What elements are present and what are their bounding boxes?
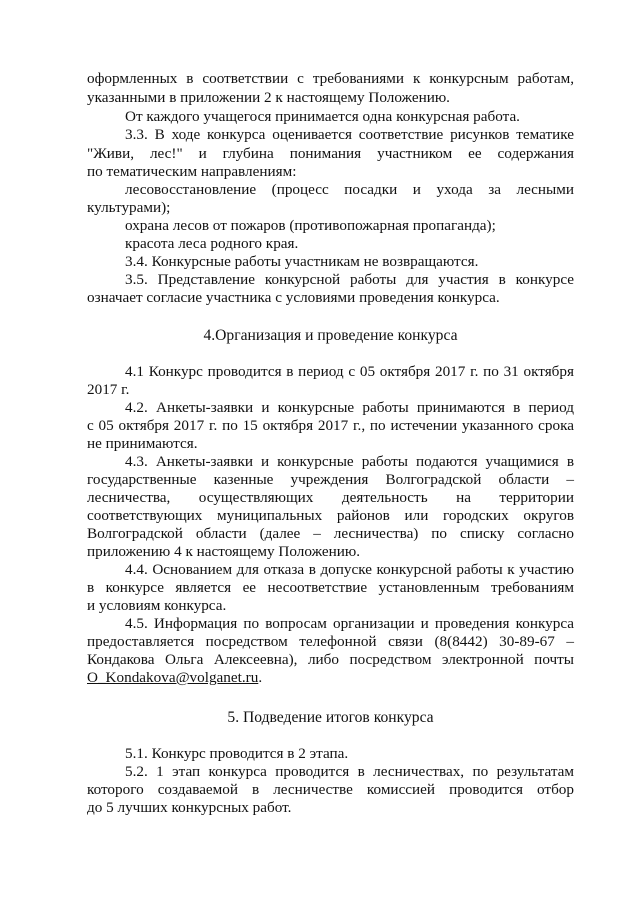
p4-3-line-6: приложению 4 к настоящему Положению. [87,543,361,560]
p4-3-line-1: 4.3. Анкеты-заявки и конкурсные работы подаются учащимися в [125,453,574,470]
p3-4-paragraph: 3.4. Конкурсные работы участникам не возвращаются. [125,253,479,270]
p4-3-line-2: государственные казенные учреждения Волгоградской области – [87,471,574,488]
p4-3-line-4: соответствующих муниципальных районов или городских округов [87,507,574,524]
intro-line-1: оформленных в соответствии с требованиями к конкурсным работам, [87,70,574,87]
p3-3-line-3: по тематическим направлениям: [87,163,297,180]
p4-5-line-4 [87,669,262,688]
p3-3-line-2: "Живи, лес!" и глубина понимания участником ее содержания [87,145,574,162]
p4-3-line-3: лесничества, осуществляющих деятельность на территории [87,489,574,506]
p3-5-line-1: 3.5. Представление конкурсной работы для участия в конкурсе [125,271,574,288]
p5-2-line-2: которого создаваемой в лесничестве комиссией проводится отбор [87,781,574,798]
p3-5-line-2: означает согласие участника с условиями проведения конкурса. [87,289,500,306]
p3-3-line-1: 3.3. В ходе конкурса оценивается соответствие рисунков тематике [125,126,574,143]
p4-2-line-2: с 05 октября 2017 г. по 15 октября 2017 г., по истечении указанного срока [87,417,574,434]
section-4-heading: 4.Организация и проведение конкурса [203,327,458,344]
p4-1-line-2: 2017 г. [87,381,130,398]
one-work-paragraph: От каждого учащегося принимается одна конкурсная работа. [125,108,520,125]
p4-5-line-3: Кондакова Ольга Алексеевна), либо посредством электронной почты [87,651,574,668]
p5-1-paragraph: 5.1. Конкурс проводится в 2 этапа. [125,745,349,762]
p4-4-line-1: 4.4. Основанием для отказа в допуске конкурсной работы к участию [125,561,574,578]
p4-4-line-2: в конкурсе является ее несоответствие установленным требованиям [87,579,574,596]
p4-5-line-1: 4.5. Информация по вопросам организации и проведения конкурса [125,615,574,632]
theme-3-line: красота леса родного края. [125,235,299,252]
p5-2-line-3: до 5 лучших конкурсных работ. [87,799,292,816]
contact-email-link[interactable]: O_Kondakova@volganet.ru [87,669,259,686]
intro-line-2: указанными в приложении 2 к настоящему Положению. [87,89,450,106]
p4-4-line-3: и условиям конкурса. [87,597,227,614]
theme-1-line-2: культурами); [87,199,171,216]
p5-2-line-1: 5.2. 1 этап конкурса проводится в лесничествах, по результатам [125,763,574,780]
p4-2-line-1: 4.2. Анкеты-заявки и конкурсные работы принимаются в период [125,399,574,416]
p4-1-line-1: 4.1 Конкурс проводится в период с 05 октября 2017 г. по 31 октября [125,363,574,380]
email-period: . [258,669,263,686]
theme-1-line-1: лесовосстановление (процесс посадки и ухода за лесными [125,181,574,198]
p4-2-line-3: не принимаются. [87,435,198,452]
theme-2-line: охрана лесов от пожаров (противопожарная пропаганда); [125,217,496,234]
p4-3-line-5: Волгоградской области (далее – лесничества) по списку согласно [87,525,574,542]
p4-5-line-2: предоставляется посредством телефонной связи (8(8442) 30-89-67 – [87,633,574,650]
section-5-heading: 5. Подведение итогов конкурса [227,709,434,726]
